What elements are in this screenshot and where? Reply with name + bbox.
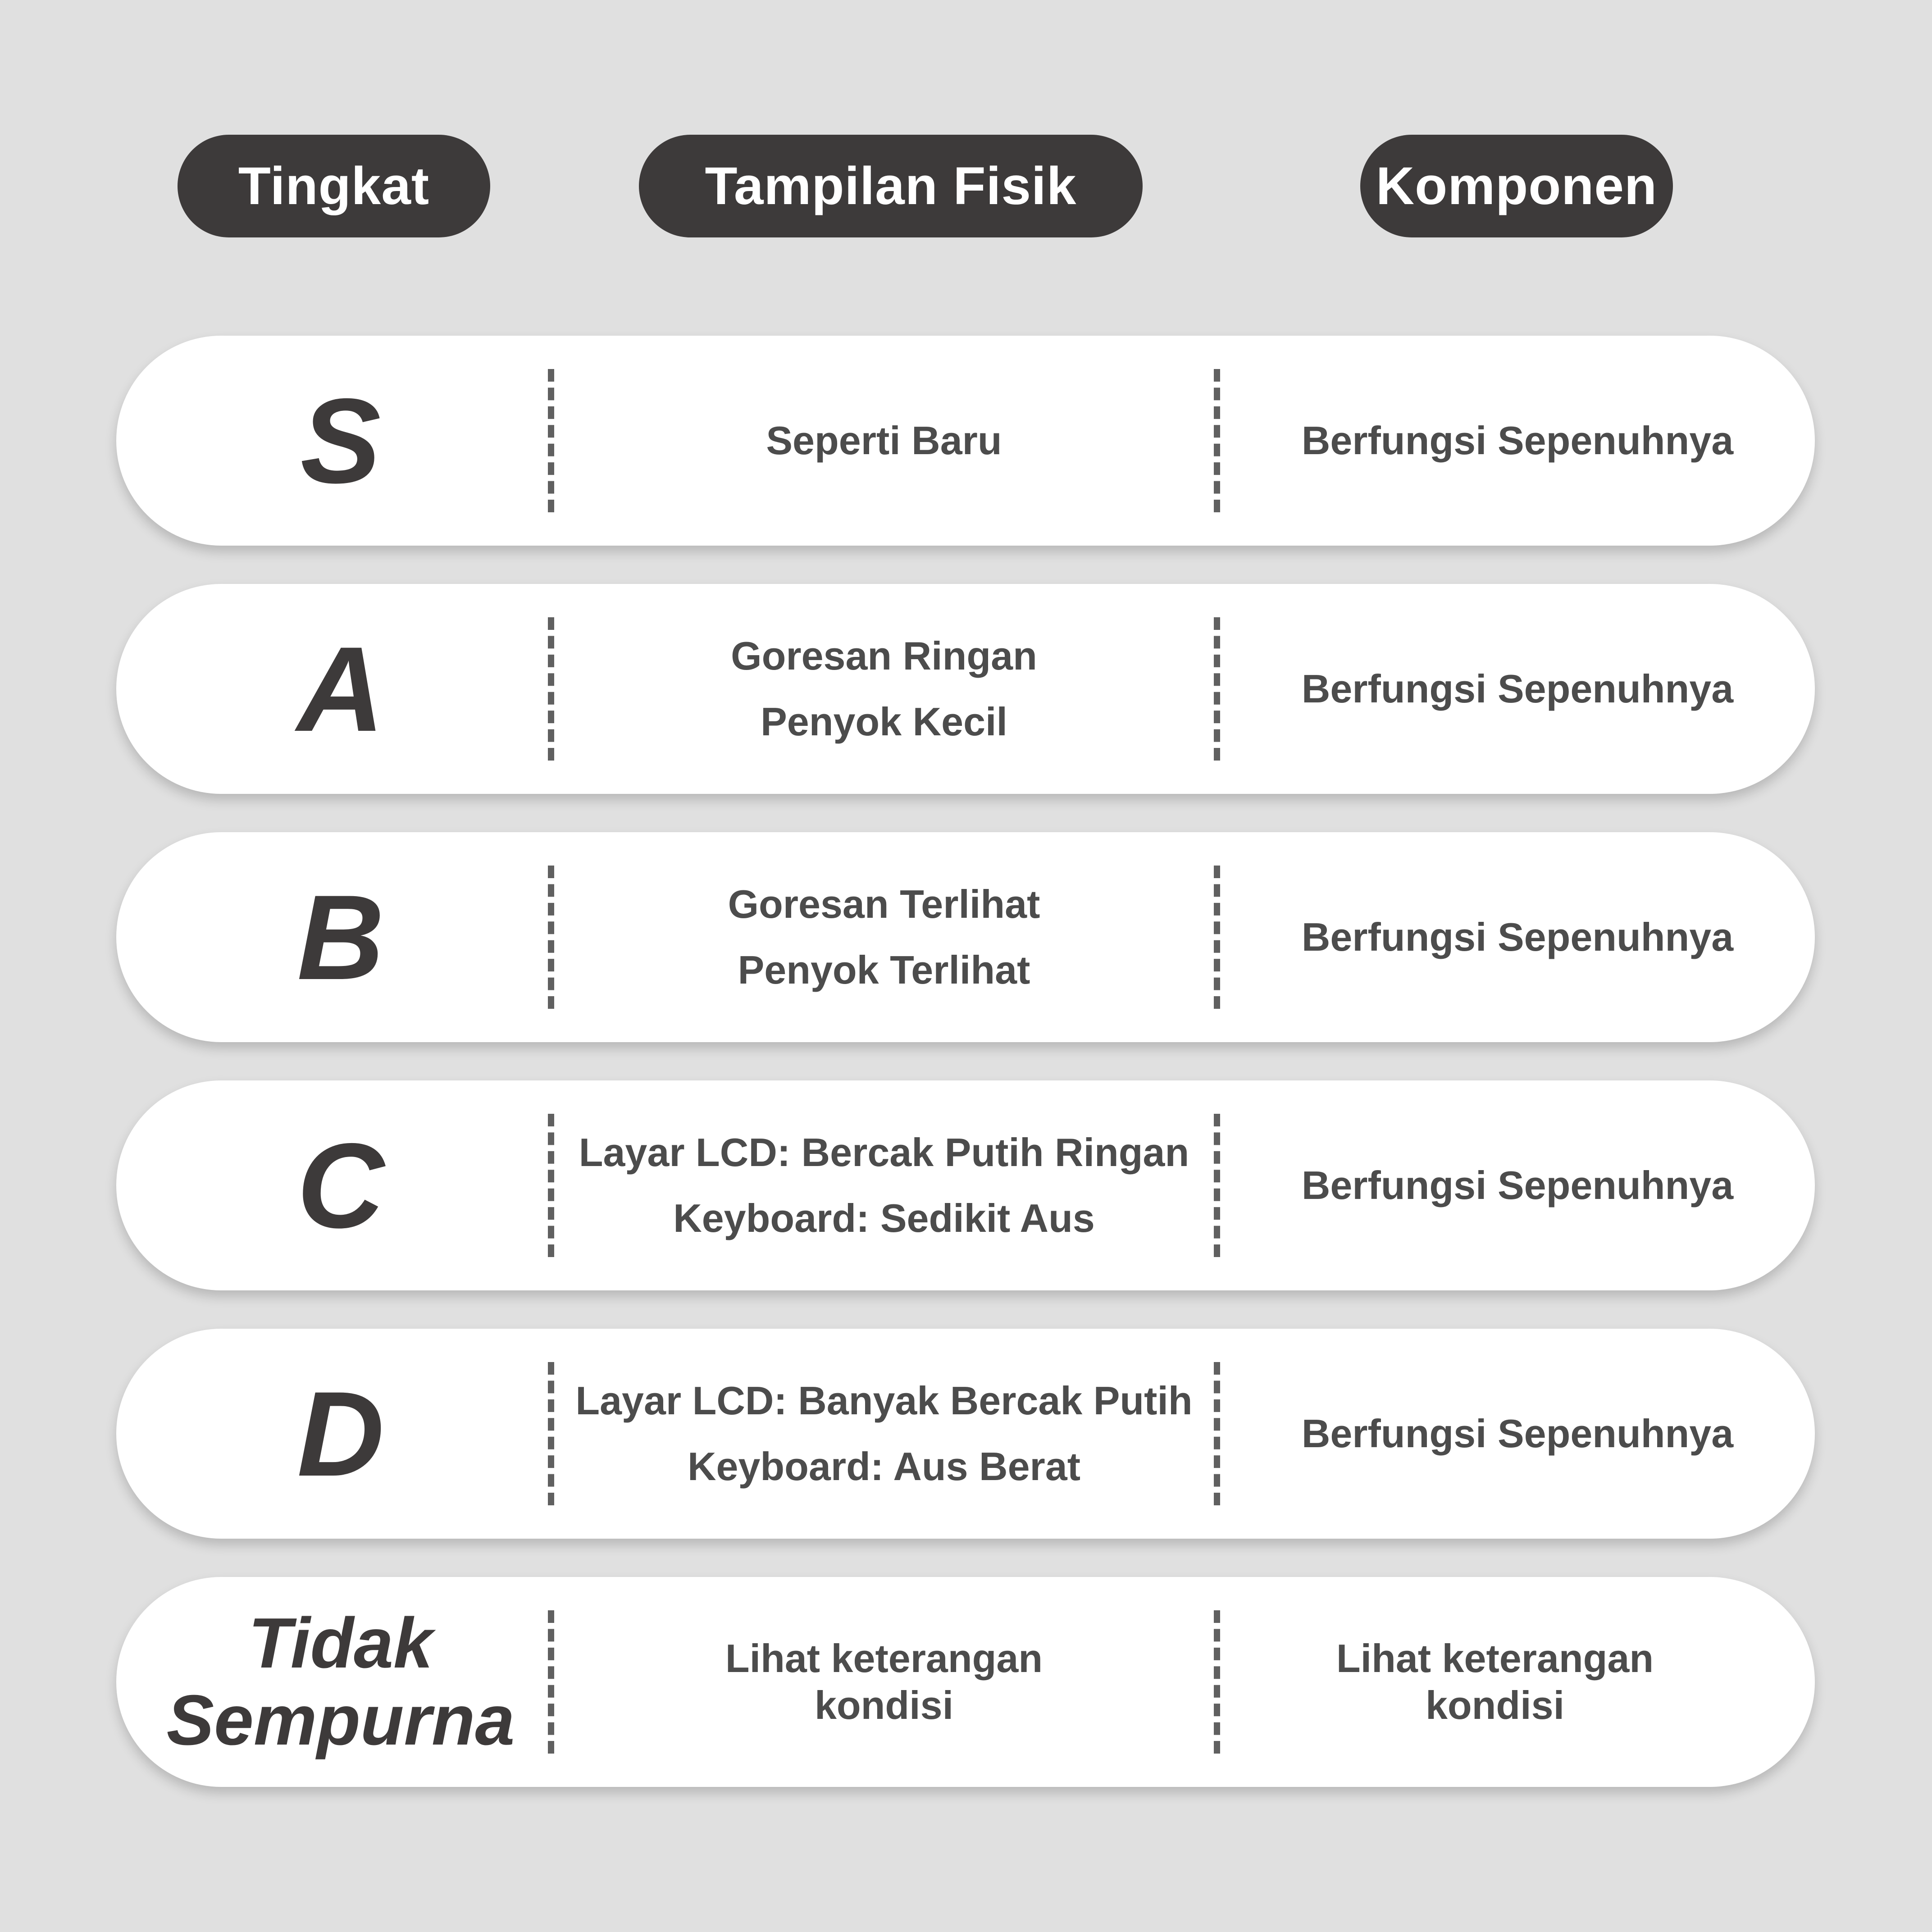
- physical-line: Penyok Kecil: [761, 699, 1007, 744]
- grade-row-b: [116, 832, 1815, 1042]
- dashed-divider: [548, 1114, 554, 1257]
- dashed-divider: [548, 866, 554, 1009]
- grade-row-d: [116, 1329, 1815, 1539]
- dashed-divider: [1214, 617, 1220, 761]
- header-tingkat-label: Tingkat: [238, 156, 430, 216]
- component-line: Berfungsi Sepenuhnya: [1301, 1163, 1734, 1208]
- dashed-divider: [548, 617, 554, 761]
- dashed-divider: [548, 1610, 554, 1754]
- physical-line: Keyboard: Aus Berat: [687, 1444, 1081, 1489]
- component-line: Berfungsi Sepenuhnya: [1301, 915, 1734, 959]
- component-condition: [1220, 832, 1815, 1042]
- physical-line: Penyok Terlihat: [738, 948, 1030, 992]
- grade-label: D: [297, 1366, 384, 1501]
- grade-label: [116, 1577, 565, 1787]
- grade-label: A: [297, 621, 384, 756]
- grade-row-s: [116, 336, 1815, 546]
- grade-label: S: [300, 373, 381, 508]
- physical-condition: [554, 584, 1214, 794]
- grade-label: C: [297, 1117, 384, 1253]
- dashed-divider: [1214, 1362, 1220, 1505]
- grade-label-line: Sempurna: [166, 1681, 515, 1760]
- physical-condition: [554, 1577, 1214, 1787]
- component-line: Berfungsi Sepenuhnya: [1301, 666, 1734, 711]
- header-komponen: [1360, 135, 1673, 237]
- physical-line: kondisi: [814, 1683, 954, 1727]
- grade-row-a: [116, 584, 1815, 794]
- physical-condition: [554, 1080, 1214, 1290]
- grade-label: B: [297, 869, 384, 1005]
- grade-row-c: [116, 1080, 1815, 1290]
- component-line: Berfungsi Sepenuhnya: [1301, 418, 1734, 463]
- physical-line: Layar LCD: Bercak Putih Ringan: [579, 1130, 1189, 1175]
- dashed-divider: [548, 369, 554, 512]
- dashed-divider: [548, 1362, 554, 1505]
- component-condition: [1220, 1577, 1770, 1787]
- physical-line: Goresan Terlihat: [728, 882, 1040, 926]
- header-tingkat: [178, 135, 490, 237]
- physical-line: Goresan Ringan: [731, 633, 1037, 678]
- component-condition: [1220, 584, 1815, 794]
- physical-line: Keyboard: Sedikit Aus: [673, 1196, 1095, 1240]
- component-line: Lihat keterangan: [1336, 1636, 1654, 1681]
- component-condition: [1220, 1080, 1815, 1290]
- physical-line: Layar LCD: Banyak Bercak Putih: [575, 1378, 1193, 1423]
- component-condition: [1220, 1329, 1815, 1539]
- header-komponen-label: Komponen: [1376, 156, 1658, 216]
- physical-line: Seperti Baru: [766, 418, 1002, 463]
- component-line: kondisi: [1425, 1683, 1565, 1727]
- physical-condition: [554, 1329, 1214, 1539]
- header-tampilan-fisik-label: Tampilan Fisik: [705, 156, 1077, 216]
- grade-label-line: Tidak: [248, 1604, 433, 1683]
- dashed-divider: [1214, 866, 1220, 1009]
- physical-line: Lihat keterangan: [725, 1636, 1043, 1681]
- dashed-divider: [1214, 369, 1220, 512]
- component-condition: [1220, 336, 1815, 546]
- component-line: Berfungsi Sepenuhnya: [1301, 1411, 1734, 1456]
- header-tampilan-fisik: [639, 135, 1143, 237]
- physical-condition: [554, 832, 1214, 1042]
- grade-row-tidak-sempurna: [116, 1577, 1815, 1787]
- dashed-divider: [1214, 1610, 1220, 1754]
- dashed-divider: [1214, 1114, 1220, 1257]
- physical-condition: [554, 336, 1214, 546]
